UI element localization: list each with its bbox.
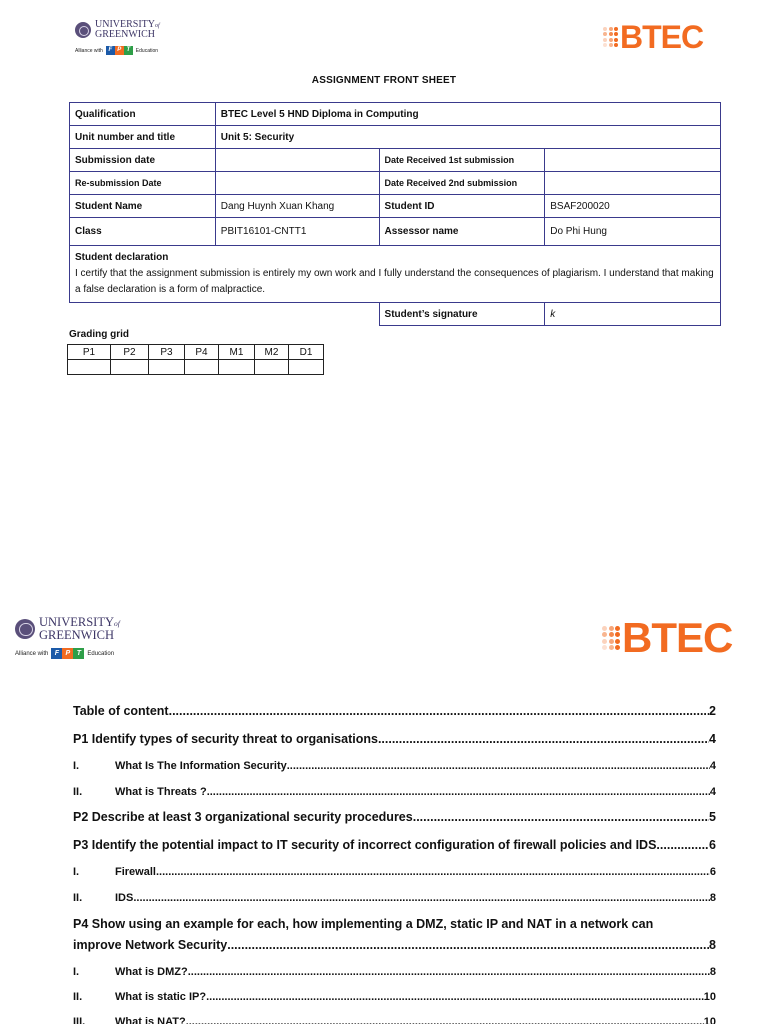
toc-entry[interactable] bbox=[73, 917, 716, 931]
toc-entry-page: 10 bbox=[703, 991, 716, 1003]
toc-entry-number: I. bbox=[73, 966, 80, 978]
btec-logo bbox=[603, 20, 703, 54]
alliance-suffix: Education bbox=[135, 47, 159, 54]
received-second-value bbox=[545, 172, 721, 195]
toc-entry[interactable] bbox=[73, 838, 716, 852]
grade-header-p3: P3 bbox=[149, 345, 185, 360]
toc-entry[interactable] bbox=[73, 866, 716, 878]
toc-entry-number: II. bbox=[73, 786, 83, 798]
signature-value: k bbox=[545, 303, 721, 326]
resubmission-date-label: Re-submission Date bbox=[70, 172, 216, 195]
toc-entry-text: Table of content bbox=[73, 704, 169, 718]
toc-entry-text: Firewall bbox=[115, 866, 156, 878]
alliance-suffix: Education bbox=[87, 650, 115, 657]
btec-dots-icon bbox=[603, 27, 618, 48]
toc-entry-text: P3 Identify the potential impact to IT security of incorrect configuration of firewall policies and IDS bbox=[73, 838, 657, 852]
declaration-heading: Student declaration bbox=[75, 252, 169, 263]
btec-dots-icon bbox=[602, 626, 620, 651]
university-crest-icon bbox=[75, 22, 91, 38]
university-name-line2: GREENWICH bbox=[95, 29, 155, 40]
grade-value-p2 bbox=[111, 360, 149, 375]
toc-entry-page: 8 bbox=[709, 938, 716, 952]
assessor-value: Do Phi Hung bbox=[545, 218, 721, 246]
btec-wordmark: BTEC bbox=[622, 614, 733, 661]
grade-value-m1 bbox=[219, 360, 255, 375]
fpt-letter-p: P bbox=[115, 46, 124, 55]
toc-entry-number: I. bbox=[73, 760, 80, 772]
university-name-line2: GREENWICH bbox=[39, 627, 114, 642]
signature-label: Student’s signature bbox=[379, 303, 545, 326]
class-label: Class bbox=[70, 218, 216, 246]
grade-header-d1: D1 bbox=[289, 345, 324, 360]
toc-entry-text: What Is The Information Security bbox=[115, 760, 287, 772]
declaration-cell bbox=[70, 246, 721, 303]
toc-entry-text: P1 Identify types of security threat to organisations bbox=[73, 732, 378, 746]
unit-row bbox=[70, 126, 721, 149]
alliance-line bbox=[15, 648, 120, 659]
alliance-line bbox=[75, 46, 160, 55]
submission-date-value bbox=[215, 149, 379, 172]
fpt-letter-t: T bbox=[124, 46, 133, 55]
toc-entry-text: What is DMZ? bbox=[115, 966, 188, 978]
toc-entry[interactable] bbox=[73, 938, 716, 952]
toc-entry-text: P4 Show using an example for each, how implementing a DMZ, static IP and NAT in a network can bbox=[73, 917, 654, 931]
toc-entry[interactable] bbox=[73, 760, 716, 772]
grading-grid bbox=[67, 344, 324, 375]
toc-entry-page: 6 bbox=[709, 838, 716, 852]
qualification-value: BTEC Level 5 HND Diploma in Computing bbox=[215, 103, 720, 126]
grading-grid-header bbox=[68, 345, 324, 360]
btec-wordmark: BTEC bbox=[620, 19, 704, 55]
resubmission-row bbox=[70, 172, 721, 195]
alliance-prefix: Alliance with bbox=[15, 650, 49, 657]
toc-entry-text: P2 Describe at least 3 organizational security procedures. bbox=[73, 810, 417, 824]
student-id-label: Student ID bbox=[379, 195, 545, 218]
toc-entry-page: 4 bbox=[709, 786, 716, 798]
received-first-value bbox=[545, 149, 721, 172]
university-name-line1: UNIVERSITY bbox=[39, 615, 114, 629]
resubmission-date-value bbox=[215, 172, 379, 195]
student-name-value: Dang Huynh Xuan Khang bbox=[215, 195, 379, 218]
grade-value-m2 bbox=[255, 360, 289, 375]
unit-value: Unit 5: Security bbox=[215, 126, 720, 149]
signature-spacer bbox=[70, 303, 380, 326]
signature-row bbox=[70, 303, 721, 326]
fpt-letter-p: P bbox=[62, 648, 73, 659]
toc-entry-text: What is NAT? bbox=[115, 1016, 186, 1024]
toc-entry-page: 5 bbox=[709, 810, 716, 824]
toc-entry-page: 10 bbox=[703, 1016, 716, 1024]
toc-entry-page: 2 bbox=[709, 704, 716, 718]
submission-date-label: Submission date bbox=[70, 149, 216, 172]
toc-entry-page: 8 bbox=[709, 892, 716, 904]
greenwich-logo bbox=[75, 20, 160, 55]
toc-entry[interactable] bbox=[73, 732, 716, 746]
student-id-value: BSAF200020 bbox=[545, 195, 721, 218]
qualification-label: Qualification bbox=[70, 103, 216, 126]
alliance-prefix: Alliance with bbox=[75, 47, 103, 54]
class-value: PBIT16101-CNTT1 bbox=[215, 218, 379, 246]
university-name-line1: UNIVERSITY bbox=[95, 19, 155, 30]
received-second-label: Date Received 2nd submission bbox=[379, 172, 545, 195]
fpt-letter-f: F bbox=[51, 648, 62, 659]
fpt-logo bbox=[51, 648, 84, 659]
toc-entry-text: What is static IP? bbox=[115, 991, 207, 1003]
grade-header-p2: P2 bbox=[111, 345, 149, 360]
toc-entry-page: 4 bbox=[709, 760, 716, 772]
toc-entry-page: 6 bbox=[709, 866, 716, 878]
toc-entry-number: I. bbox=[73, 866, 80, 878]
university-crest-icon bbox=[15, 619, 35, 639]
toc-entry-page: 8 bbox=[709, 966, 716, 978]
university-of: of bbox=[114, 619, 120, 628]
toc-entry-text: IDS bbox=[115, 892, 134, 904]
qualification-row bbox=[70, 103, 721, 126]
class-row bbox=[70, 218, 721, 246]
toc-entry[interactable] bbox=[73, 786, 716, 798]
toc-entry-number: II. bbox=[73, 991, 83, 1003]
toc-entry[interactable] bbox=[73, 704, 716, 718]
student-name-label: Student Name bbox=[70, 195, 216, 218]
front-sheet-table bbox=[69, 102, 721, 326]
declaration-text: I certify that the assignment submission is entirely my own work and I fully understand the consequences of plagiarism. I understand that making a false declaration is a form of malpractice. bbox=[75, 268, 714, 295]
toc-entry-text: improve Network Security bbox=[73, 938, 228, 952]
submission-row bbox=[70, 149, 721, 172]
student-row bbox=[70, 195, 721, 218]
unit-label: Unit number and title bbox=[70, 126, 216, 149]
front-sheet-title: ASSIGNMENT FRONT SHEET bbox=[311, 75, 457, 86]
toc-entry-text: What is Threats ? bbox=[115, 786, 207, 798]
toc-entry[interactable] bbox=[73, 966, 716, 978]
grade-header-p1: P1 bbox=[68, 345, 111, 360]
assessor-label: Assessor name bbox=[379, 218, 545, 246]
university-of: of bbox=[155, 23, 160, 29]
grade-value-p4 bbox=[185, 360, 219, 375]
grade-header-m1: M1 bbox=[219, 345, 255, 360]
grade-value-p1 bbox=[68, 360, 111, 375]
greenwich-logo-page2 bbox=[15, 616, 120, 659]
btec-logo-page2 bbox=[602, 616, 732, 660]
grade-value-p3 bbox=[149, 360, 185, 375]
declaration-row bbox=[70, 246, 721, 303]
grading-grid-label: Grading grid bbox=[69, 329, 129, 340]
fpt-logo bbox=[106, 46, 133, 55]
grade-header-m2: M2 bbox=[255, 345, 289, 360]
toc-entry-number: III. bbox=[73, 1016, 86, 1024]
toc-entry-number: II. bbox=[73, 892, 83, 904]
received-first-label: Date Received 1st submission bbox=[379, 149, 545, 172]
grade-header-p4: P4 bbox=[185, 345, 219, 360]
toc-entry[interactable] bbox=[73, 991, 716, 1003]
toc-entry[interactable] bbox=[73, 810, 716, 824]
table-of-content-page bbox=[0, 596, 768, 1024]
toc-entry[interactable] bbox=[73, 1016, 716, 1024]
fpt-letter-f: F bbox=[106, 46, 115, 55]
toc-entry-page: 4 bbox=[709, 732, 716, 746]
grade-value-d1 bbox=[289, 360, 324, 375]
grading-grid-values bbox=[68, 360, 324, 375]
fpt-letter-t: T bbox=[73, 648, 84, 659]
toc-entry[interactable] bbox=[73, 892, 716, 904]
